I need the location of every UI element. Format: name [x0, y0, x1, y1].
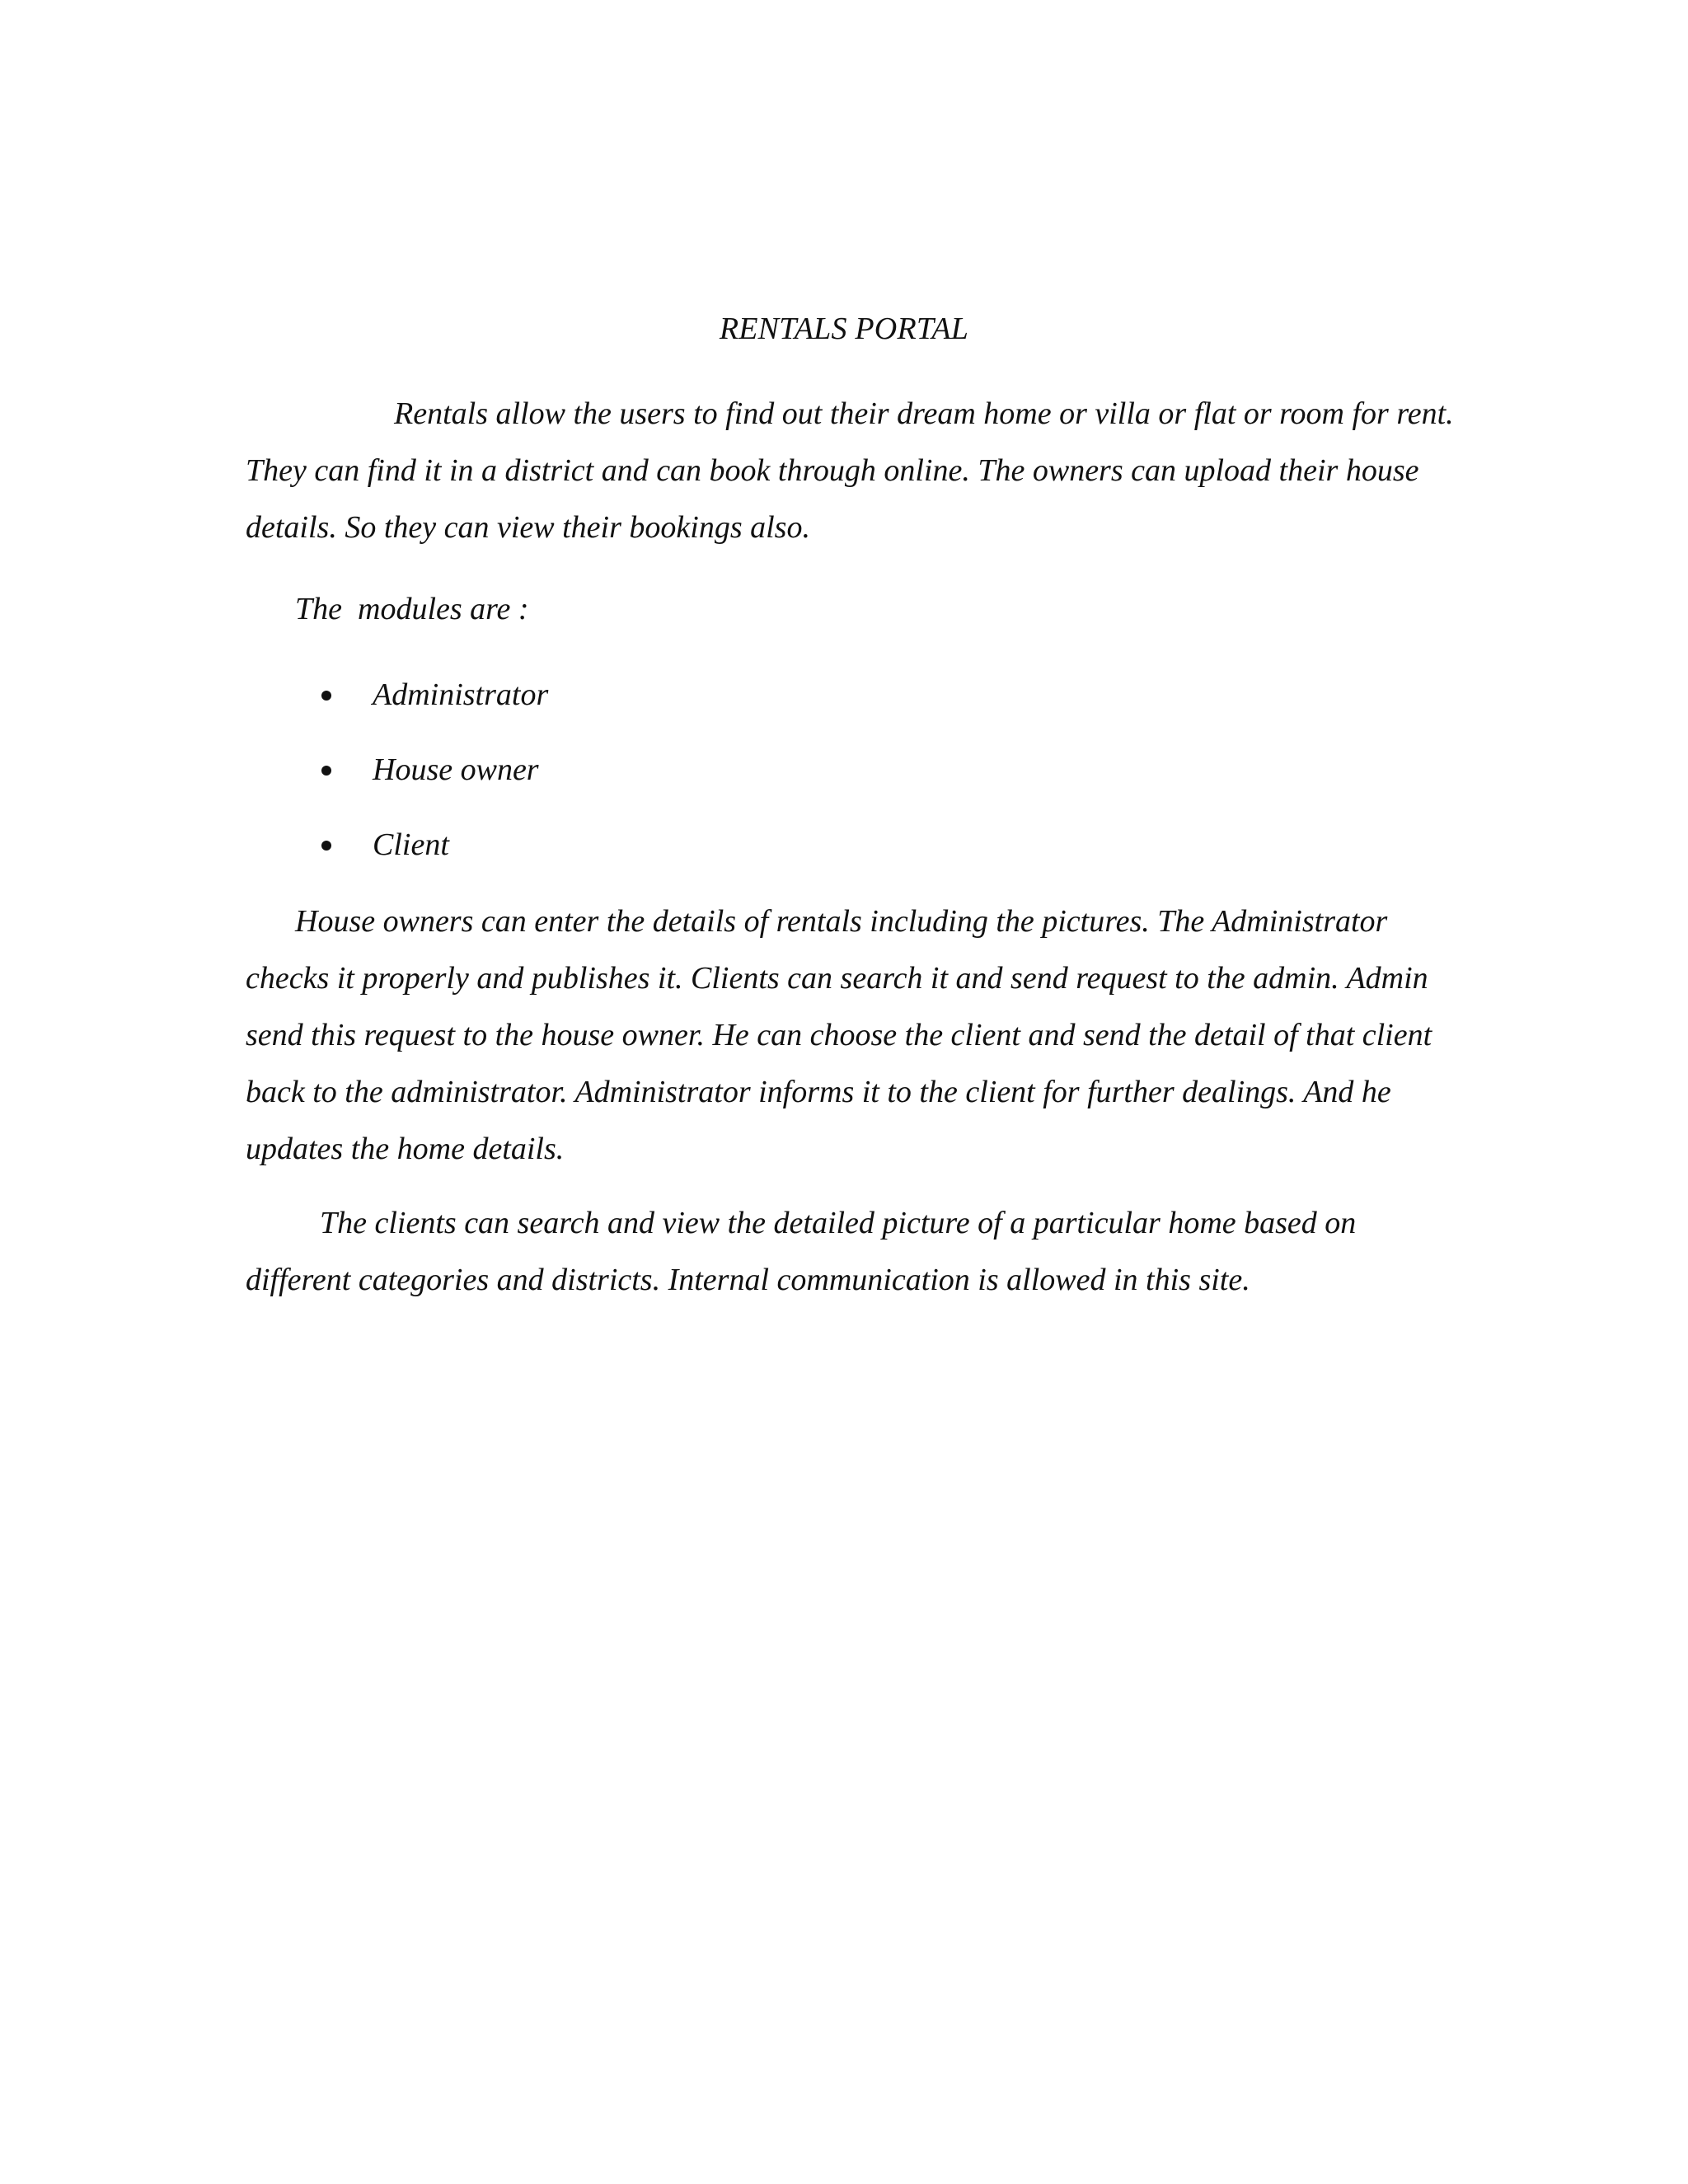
modules-intro: The modules are : [295, 592, 529, 626]
modules-list [0, 674, 742, 899]
list-item [0, 749, 742, 824]
workflow-paragraph: House owners can enter the details of rentals including the pictures. The Administrator checks it properly and publishes it. Clients can search it and send request to the admin. Admin send this request to the house owner. He can choose the client and send the detail of that client back to the administrator. Administrator informs it to the client for further dealings. And he updates the home details. [246, 904, 1432, 1166]
search-paragraph: The clients can search and view the detailed picture of a particular home based on different categories and districts. Internal communication is allowed in this site. [246, 1206, 1357, 1297]
intro-paragraph: Rentals allow the users to find out their dream home or villa or flat or room for rent. They can find it in a district and can book through online. The owners can upload their house details. So they can view their bookings also. [246, 396, 1454, 545]
bullet-icon [321, 841, 331, 851]
list-item [0, 674, 742, 749]
module-label: House owner [373, 752, 539, 787]
module-label: Administrator [373, 677, 549, 712]
bullet-icon [321, 691, 331, 701]
bullet-icon [321, 766, 331, 776]
document-title: RENTALS PORTAL [719, 312, 969, 346]
module-label: Client [373, 827, 449, 862]
list-item [0, 824, 742, 899]
